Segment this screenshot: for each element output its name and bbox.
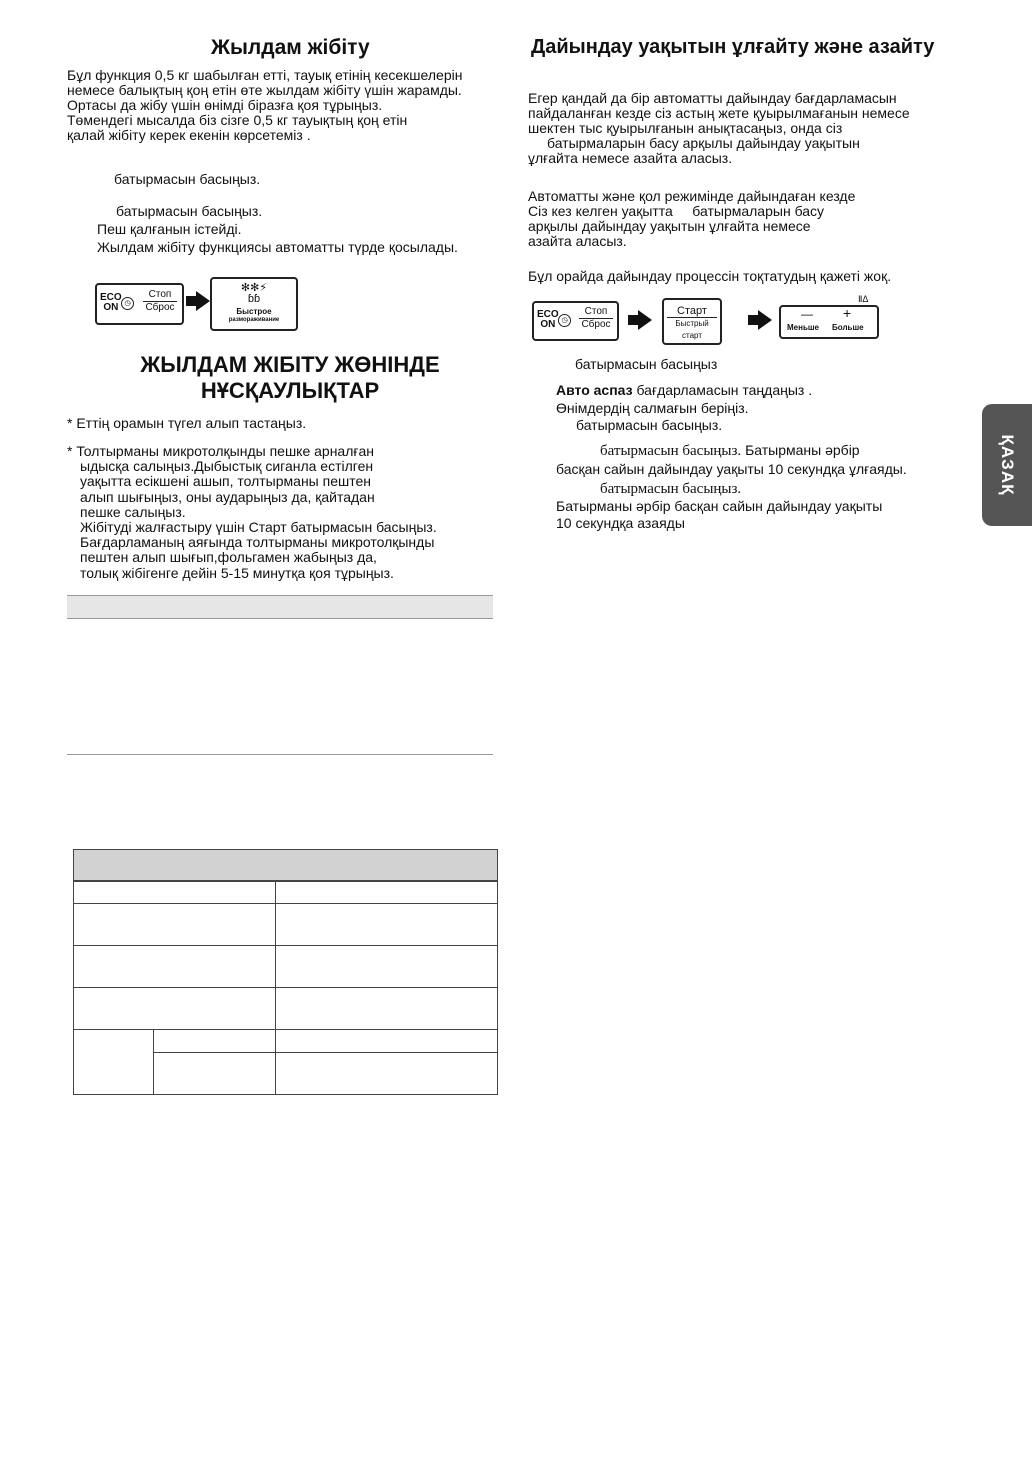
right-step-9: 10 секундқа азаяды bbox=[556, 515, 685, 531]
right-step-1: батырмасын басыңыз bbox=[575, 356, 718, 372]
empty-table-header bbox=[73, 849, 498, 882]
intro-line: қалай жібіту керек екенін көрсетеміз . bbox=[67, 127, 311, 143]
arrow-right-icon bbox=[638, 310, 652, 330]
language-tab-label: ҚАЗАҚ bbox=[998, 434, 1017, 496]
left-title: Жылдам жібіту bbox=[211, 36, 370, 59]
eco-stop-button-panel bbox=[95, 283, 184, 325]
auto-chef-label: Авто аспаз bbox=[556, 382, 633, 398]
defrost-label: Быстрое bbox=[236, 307, 272, 316]
stop-label: Стоп bbox=[579, 306, 613, 319]
quick-start-label: Быстрый старт bbox=[675, 319, 709, 340]
para-line: батырмаларын басу арқылы дайындау уақытын bbox=[547, 135, 860, 151]
eco-clock-icon: ◷ bbox=[121, 297, 134, 310]
para-line: арқылы дайындау уақытын ұлғайта немесе bbox=[528, 218, 811, 234]
intro-line: Бұл функция 0,5 кг шабылған етті, тауық етінің кесекшелерін bbox=[67, 67, 463, 83]
heading-line: НҰСҚАУЛЫҚТАР bbox=[200, 378, 380, 403]
defrost-icon: ✻✻⚡ ɓɓ bbox=[240, 282, 268, 305]
left-intro bbox=[67, 68, 462, 143]
right-step-6: басқан сайын дайындау уақыты 10 секундқа ұлғаяды. bbox=[556, 461, 907, 477]
reset-label: Сброс bbox=[581, 319, 611, 330]
eco-label: ECO bbox=[100, 292, 122, 303]
para-line: Егер қандай да бір автоматты дайындау бағдарламасын bbox=[528, 90, 897, 106]
on-label: ON bbox=[540, 319, 556, 330]
language-tab bbox=[982, 404, 1032, 526]
right-step-3: Өнімдердің салмағын беріңіз. bbox=[556, 400, 749, 416]
less-label: Меньше bbox=[787, 323, 819, 332]
arrow-right-icon bbox=[196, 291, 210, 311]
right-step-4: батырмасын басыңыз. bbox=[576, 417, 723, 433]
note-line: * Толтырманы микротолқынды пешке арналған bbox=[67, 443, 375, 459]
quick-defrost-button bbox=[210, 277, 298, 331]
step-text: Батырманы әрбір bbox=[745, 442, 860, 458]
right-para-1 bbox=[528, 91, 910, 166]
para-line: азайта аласыз. bbox=[528, 233, 627, 249]
step-3b: Жылдам жібіту функциясы автоматты түрде қосылады. bbox=[97, 239, 458, 255]
right-para-3: Бұл орайда дайындау процессін тоқтатудың қажеті жоқ. bbox=[528, 268, 892, 284]
note-line: пештен алып шығып,фольгамен жабыңыз да, bbox=[80, 549, 377, 566]
heading-line: ЖЫЛДАМ ЖІБІТУ ЖӨНІНДЕ bbox=[140, 352, 440, 377]
para-line: шектен тыс қуырылғанын анықтасаңыз, онда сіз bbox=[528, 120, 843, 136]
eco-label: ECO bbox=[537, 309, 559, 320]
right-title: Дайындау уақытын ұлғайту және азайту bbox=[531, 36, 935, 58]
note-line: алып шығыңыз, оны аударыңыз да, қайтадан bbox=[80, 488, 375, 505]
para-line: Сіз кез келген уақытта батырмаларын басу bbox=[528, 203, 825, 219]
right-step-7: батырмасын басыңыз. bbox=[600, 481, 742, 497]
note-line: Жібітуді жалғастыру үшін Старт батырмасын басыңыз. bbox=[80, 519, 437, 536]
note-2 bbox=[67, 444, 437, 581]
note-line: пешке салыңыз. bbox=[80, 503, 186, 520]
shaded-box-bottom-rule bbox=[67, 754, 493, 755]
eco-clock-icon: ◷ bbox=[558, 314, 571, 327]
defrost-sublabel: размораживание bbox=[228, 317, 280, 323]
right-step-8: Батырманы әрбір басқан сайын дайындау уақыты bbox=[556, 498, 883, 514]
intro-line: Төмендегі мысалда біз сізге 0,5 кг тауықтың қоң етін bbox=[67, 112, 408, 128]
reset-label: Сброс bbox=[145, 302, 175, 313]
eco-stop-button-panel-2 bbox=[532, 301, 619, 341]
step-1: батырмасын басыңыз. bbox=[114, 171, 261, 187]
arrow-right-icon bbox=[758, 310, 772, 330]
shaded-box-header bbox=[67, 595, 493, 619]
intro-line: Ортасы да жібу үшін өнімді біразға қоя тұрыңыз. bbox=[67, 97, 383, 113]
note-line: ыдысқа салыңыз.Дыбыстық сиганла естілген bbox=[80, 458, 374, 475]
more-label: Больше bbox=[832, 323, 864, 332]
start-button-panel bbox=[662, 298, 722, 345]
start-label: Старт bbox=[667, 305, 717, 318]
para-line: Автоматты және қол режимінде дайындаған кезде bbox=[528, 188, 856, 204]
step-text: батырмасын басыңыз. bbox=[600, 443, 742, 459]
note-line: толық жібігенге дейін 5-15 минутқа қоя тұрыңыз. bbox=[80, 564, 394, 581]
step-text: бағдарламасын таңдаңыз . bbox=[636, 382, 813, 398]
note-1: * Еттің орамын түгел алып тастаңыз. bbox=[67, 415, 307, 431]
para-line: пайдаланған кезде сіз астың жете қуырылмағанын немесе bbox=[528, 105, 910, 121]
para-line: ұлғайта немесе азайта аласыз. bbox=[528, 150, 733, 166]
right-step-5 bbox=[600, 443, 860, 459]
right-step-2 bbox=[556, 383, 812, 398]
minus-icon: — bbox=[801, 307, 813, 321]
on-label: ON bbox=[103, 302, 119, 313]
step-3a: Пеш қалғанын істейді. bbox=[97, 221, 242, 237]
instructions-heading bbox=[80, 352, 500, 404]
note-line: Бағдарламаның аяғында толтырманы микротолқынды bbox=[80, 534, 435, 551]
plus-icon: + bbox=[843, 305, 852, 321]
right-para-2 bbox=[528, 189, 855, 249]
adjust-indicator-icon: ⅡΔ bbox=[858, 294, 869, 304]
note-line: уақытта есікшені ашып, толтырманы пештен bbox=[80, 473, 371, 490]
stop-label: Стоп bbox=[143, 289, 177, 302]
less-more-button-panel bbox=[779, 305, 879, 339]
empty-table bbox=[73, 880, 498, 1095]
step-2: батырмасын басыңыз. bbox=[116, 203, 263, 219]
intro-line: немесе балықтың қоң етін өте жылдам жібіту үшін жарамды. bbox=[67, 82, 462, 98]
